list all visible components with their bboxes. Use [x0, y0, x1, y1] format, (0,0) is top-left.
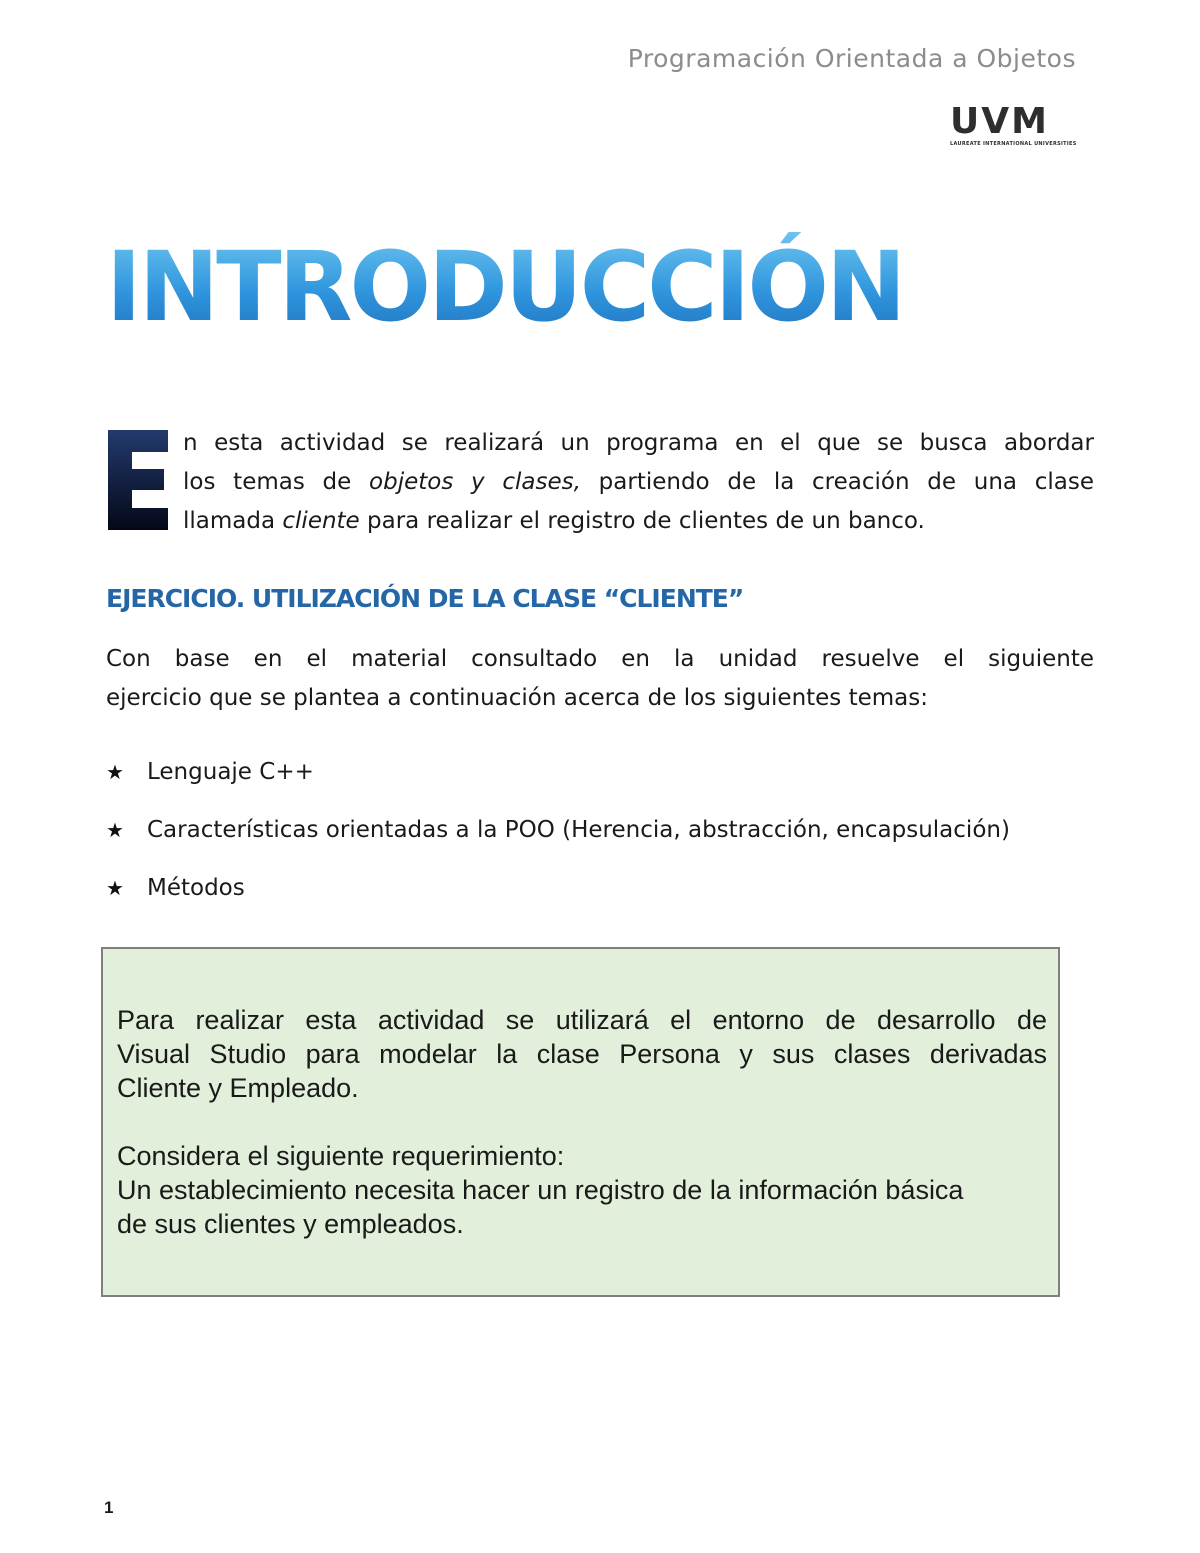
instructions-line-3: Cliente y Empleado.	[117, 1073, 359, 1103]
topic-label: Métodos	[147, 875, 245, 901]
intro-line-3-end: para realizar el registro de clientes de un banco.	[359, 508, 925, 534]
intro-line-3-start: llamada	[183, 508, 283, 534]
requirement-line-2: de sus clientes y empleados.	[117, 1209, 464, 1239]
intro-line-2-start: los temas de	[183, 469, 370, 495]
instructions-text	[117, 1003, 1047, 1241]
topic-label: Características orientadas a la POO (Herencia, abstracción, encapsulación)	[147, 817, 1010, 843]
instructions-line-2: Visual Studio para modelar la clase Persona y sus clases derivadas	[117, 1039, 1047, 1069]
exercise-paragraph-line-2: ejercicio que se plantea a continuación acerca de los siguientes temas:	[106, 685, 929, 711]
topics-list	[106, 754, 1010, 928]
intro-line-2	[183, 463, 1094, 502]
instructions-box	[101, 947, 1060, 1297]
logo-text: UVM	[950, 101, 1049, 142]
course-title: Programación Orientada a Objetos	[627, 44, 1076, 73]
intro-emphasis-cliente: cliente	[282, 508, 360, 534]
list-item	[106, 754, 1010, 812]
intro-line-3	[183, 502, 1094, 541]
intro-paragraph	[183, 424, 1094, 541]
intro-emphasis-objects: objetos y clases,	[369, 469, 581, 495]
page-title: INTRODUCCIÓN	[106, 231, 904, 343]
intro-line-2-end: partiendo de la creación de una clase	[580, 469, 1095, 495]
star-icon: ★	[106, 760, 124, 784]
requirement-heading: Considera el siguiente requerimiento:	[117, 1141, 565, 1171]
list-item	[106, 870, 1010, 928]
logo-subtext: LAUREATE INTERNATIONAL UNIVERSITIES	[950, 141, 1077, 147]
requirement-line-1: Un establecimiento necesita hacer un registro de la información básica	[117, 1175, 964, 1205]
intro-line-1: n esta actividad se realizará un programa en el que se busca abordar	[183, 430, 1094, 456]
list-item	[106, 812, 1010, 870]
exercise-heading: EJERCICIO. UTILIZACIÓN DE LA CLASE “CLIENTE”	[106, 584, 744, 613]
star-icon: ★	[106, 876, 124, 900]
dropcap-letter	[106, 428, 170, 532]
page-number: 1	[104, 1498, 114, 1517]
star-icon: ★	[106, 818, 124, 842]
topic-label: Lenguaje C++	[147, 759, 314, 785]
uvm-logo	[950, 101, 1077, 150]
exercise-paragraph-line-1: Con base en el material consultado en la unidad resuelve el siguiente	[106, 646, 1094, 672]
exercise-paragraph	[106, 640, 1094, 718]
instructions-line-1: Para realizar esta actividad se utilizará el entorno de desarrollo de	[117, 1005, 1047, 1035]
